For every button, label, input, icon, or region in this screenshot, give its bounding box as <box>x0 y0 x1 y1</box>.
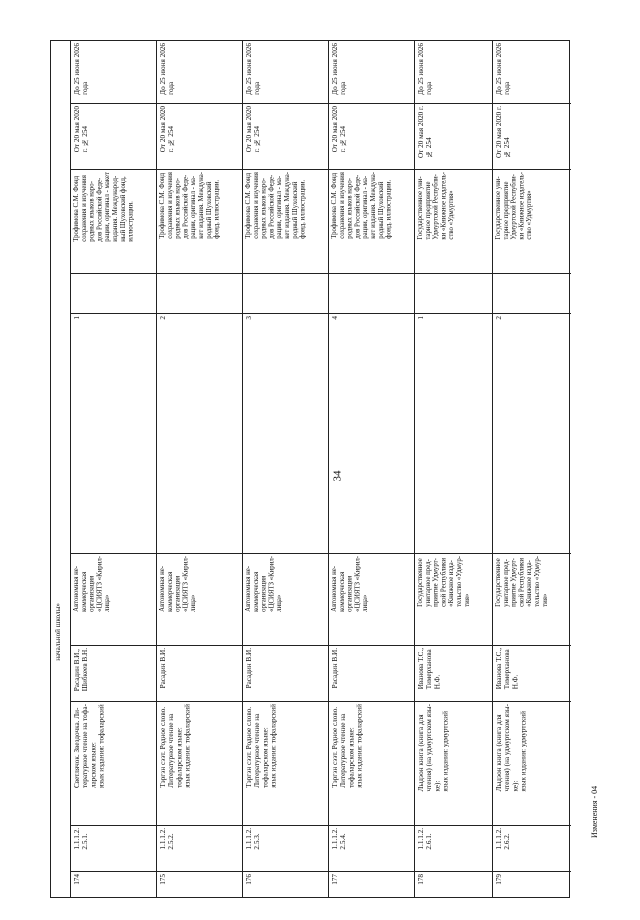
row-grade: 2 <box>159 316 167 320</box>
row-number-cell <box>493 871 571 899</box>
row-code: 1.1.1.2. 2.6.1. <box>417 828 434 850</box>
row-expert: Государственное уни- тарное предприятие Удмуртской Республи- ки «Книжное издатель- ство «Удмуртия» <box>495 172 534 240</box>
row-until: До 25 июня 2026 года <box>73 43 90 95</box>
row-until-cell <box>243 41 328 103</box>
row-order-cell <box>71 103 156 169</box>
row-until-cell <box>157 41 242 103</box>
row-authors-cell <box>415 645 492 701</box>
row-publisher-cell <box>493 553 571 645</box>
row-grade: 1 <box>417 316 425 320</box>
row-extra-cell <box>329 273 414 313</box>
row-number-cell <box>415 871 492 899</box>
row-number-cell <box>157 871 242 899</box>
row-authors: Иванова Т.С., Тимерханова Н.Ф. <box>417 648 442 690</box>
row-extra-cell <box>157 273 242 313</box>
table-row <box>70 41 156 897</box>
row-publisher-cell <box>71 553 156 645</box>
row-grade: 3 <box>245 316 253 320</box>
row-title: Тэргэн сээт. Родное слово. Литературное чтение на тофаларском языке: язык издания: тофаларский <box>159 704 192 788</box>
row-until: До 25 июня 2026 года <box>417 43 434 95</box>
row-expert-cell <box>157 169 242 273</box>
row-number: 179 <box>495 874 503 885</box>
row-authors-cell <box>493 645 571 701</box>
row-expert-cell <box>493 169 571 273</box>
row-title: Светлячок. Звездочка. Ли- тературное чтение на тофа- ларском языке: язык издания: тофаларский <box>73 704 106 789</box>
row-until-cell <box>493 41 571 103</box>
row-authors: Расадин В.И., Шибкеев В.Н. <box>73 648 90 692</box>
row-publisher: Государственное унитарное пред- приятие Удмурт- ской Республики «Книжное изда- тельство «Удмур- тия» <box>495 556 549 607</box>
row-number: 177 <box>331 874 339 885</box>
row-title: Лыдэон книга (книга для чтения) (на удмуртском язы- ке): язык издания: удмуртский <box>495 704 528 792</box>
row-expert: Трофимова С.М. Фонд сохранения и изучения родных языков наро- дов Российской Феде- рации, оригинал - ма- кет издания. Междуна- родный Шуховский фонд, иллюстрации. <box>331 172 393 239</box>
row-code-cell <box>329 825 414 871</box>
row-authors-cell <box>243 645 328 701</box>
row-authors: Расадин В.И. <box>159 648 167 689</box>
row-order: От 20 мая 2020 г. № 254 <box>73 106 90 153</box>
row-order: От 20 мая 2020 г. № 254 <box>495 106 512 159</box>
row-expert: Трофимова С.М. Фонд сохранения и изучения родных языков наро- дов Российской Феде- рации, оригинал - ма- кет издания. Междуна- родный Шуховский фонд, иллюстрации. <box>159 172 221 239</box>
row-expert-cell <box>329 169 414 273</box>
row-until-cell <box>329 41 414 103</box>
row-number: 178 <box>417 874 425 885</box>
row-publisher: Государственное унитарное пред- приятие Удмурт- ской Республики «Книжное изда- тельство «Удмур- тия» <box>417 556 471 607</box>
row-publisher-cell <box>329 553 414 645</box>
row-extra-cell <box>71 273 156 313</box>
row-code-cell <box>415 825 492 871</box>
row-publisher: Автономная не- коммерческая организация «ЦСИЯТЗ «Кирил- лица» <box>73 556 112 612</box>
row-expert-cell <box>243 169 328 273</box>
row-extra-cell <box>493 273 571 313</box>
table-row <box>492 41 571 897</box>
row-grade-cell <box>493 313 571 553</box>
row-title: Тэргэн сээт. Родное слово. Литературное чтение на тофаларском языке: язык издания: тофаларский <box>245 704 278 788</box>
row-number-cell <box>71 871 156 899</box>
row-authors: Иванова Т.С., Тимерханова Н.Ф. <box>495 648 520 690</box>
row-order-cell <box>415 103 492 169</box>
row-grade-cell <box>415 313 492 553</box>
row-grade: 1 <box>73 316 81 320</box>
row-publisher: Автономная не- коммерческая организация «ЦСИЯТЗ «Кирил- лица» <box>245 556 284 612</box>
row-title-cell <box>243 701 328 825</box>
row-expert: Трофимова С.М. Фонд сохранения и изучения родных языков наро- дов Российской Феде- рации, оригинал - макет издания. Международ- ный Шуховский фонд, иллюстрации. <box>73 172 135 242</box>
row-code: 1.1.1.2. 2.5.2. <box>159 828 176 850</box>
table-row <box>156 41 242 897</box>
row-authors: Расадин В.И. <box>331 648 339 689</box>
row-number: 175 <box>159 874 167 885</box>
footer-revision-note: Изменения - 04 <box>590 785 599 838</box>
row-publisher: Автономная не- коммерческая организация «ЦСИЯТЗ «Кирил- лица» <box>159 556 198 612</box>
row-code: 1.1.1.2. 2.6.2. <box>495 828 512 850</box>
row-code: 1.1.1.2. 2.5.3. <box>245 828 262 850</box>
row-number-cell <box>243 871 328 899</box>
row-code-cell <box>493 825 571 871</box>
row-grade-cell <box>329 313 414 553</box>
row-order: От 20 мая 2020 г. № 254 <box>245 106 262 153</box>
row-grade-cell <box>243 313 328 553</box>
row-authors: Расадин В.И. <box>245 648 253 689</box>
page-number: 34 <box>331 470 344 482</box>
row-code: 1.1.1.2. 2.5.1. <box>73 828 90 850</box>
header-fragment-text: начальной школы» <box>54 603 62 661</box>
row-title-cell <box>415 701 492 825</box>
row-until: До 25 июня 2026 года <box>159 43 176 95</box>
document-table <box>50 40 570 898</box>
row-code-cell <box>243 825 328 871</box>
row-until-cell <box>415 41 492 103</box>
row-title-cell <box>493 701 571 825</box>
row-order-cell <box>157 103 242 169</box>
row-code-cell <box>71 825 156 871</box>
table-row <box>414 41 492 897</box>
row-order: От 20 мая 2020 г. № 254 <box>159 106 176 153</box>
row-authors-cell <box>71 645 156 701</box>
header-fragment-column <box>51 41 70 897</box>
row-order-cell <box>243 103 328 169</box>
row-grade-cell <box>157 313 242 553</box>
row-grade: 4 <box>331 316 339 320</box>
row-publisher: Автономная не- коммерческая организация «ЦСИЯТЗ «Кирил- лица» <box>331 556 370 612</box>
row-title-cell <box>329 701 414 825</box>
row-expert-cell <box>71 169 156 273</box>
row-number: 176 <box>245 874 253 885</box>
row-until: До 25 июня 2026 года <box>245 43 262 95</box>
row-number: 174 <box>73 874 81 885</box>
row-title-cell <box>71 701 156 825</box>
row-title: Тэргэн сээт. Родное слово. Литературное чтение на тофаларском языке: язык издания: тофаларский <box>331 704 364 788</box>
row-authors-cell <box>329 645 414 701</box>
row-until: До 25 июня 2026 года <box>495 43 512 95</box>
row-grade-cell <box>71 313 156 553</box>
table-row <box>242 41 328 897</box>
row-code: 1.1.1.2. 2.5.4. <box>331 828 348 850</box>
row-until: До 25 июня 2026 года <box>331 43 348 95</box>
row-expert: Государственное уни- тарное предприятие Удмуртской Республи- ки «Книжное издатель- ство «Удмуртия» <box>417 172 456 240</box>
row-order-cell <box>493 103 571 169</box>
row-publisher-cell <box>243 553 328 645</box>
row-expert-cell <box>415 169 492 273</box>
row-extra-cell <box>415 273 492 313</box>
row-order: От 20 мая 2020 г. № 254 <box>417 106 434 159</box>
row-until-cell <box>71 41 156 103</box>
row-grade: 2 <box>495 316 503 320</box>
row-order: От 20 мая 2020 г. № 254 <box>331 106 348 153</box>
row-publisher-cell <box>157 553 242 645</box>
row-title-cell <box>157 701 242 825</box>
table-row <box>328 41 414 897</box>
row-publisher-cell <box>415 553 492 645</box>
row-number-cell <box>329 871 414 899</box>
row-code-cell <box>157 825 242 871</box>
row-order-cell <box>329 103 414 169</box>
row-expert: Трофимова С.М. Фонд сохранения и изучения родных языков наро- дов Российской Феде- рации, оригинал - ма- кет издания. Междуна- родный Шуховский фонд, иллюстрации. <box>245 172 307 239</box>
row-title: Лыдэон книга (книга для чтения) (на удмуртском язы- ке): язык издания: удмуртский <box>417 704 450 792</box>
row-authors-cell <box>157 645 242 701</box>
row-extra-cell <box>243 273 328 313</box>
